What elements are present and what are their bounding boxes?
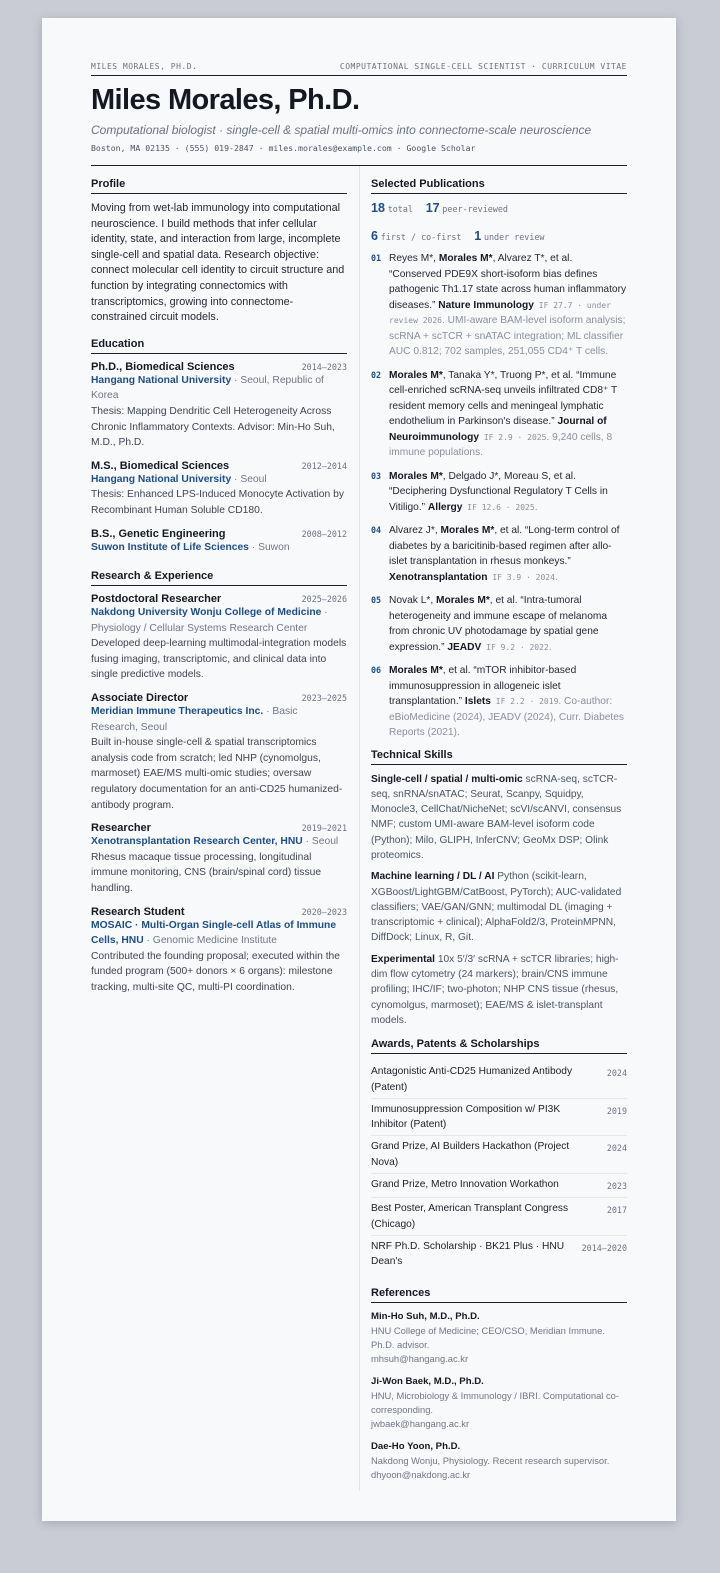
position-dates: 2019–2021 <box>301 823 347 834</box>
employer: MOSAIC · Multi-Organ Single-cell Atlas of Immune Cells, HNU <box>91 919 337 947</box>
reference-name: Min-Ho Suh, M.D., Ph.D. <box>371 1310 480 1322</box>
degree-dates: 2008–2012 <box>301 528 347 539</box>
publication-item <box>371 251 627 360</box>
award-title: Grand Prize, Metro Innovation Workathon <box>371 1179 559 1191</box>
journal-meta: IF 12.6 · 2025 <box>462 502 535 512</box>
award-item <box>371 1099 627 1137</box>
journal-meta: IF 2.2 · 2019 <box>490 697 559 706</box>
journal-name: Xenotransplantation <box>389 571 488 583</box>
stat-peer-label: peer-reviewed <box>442 204 508 214</box>
award-item <box>371 1136 627 1174</box>
publications-heading: Selected Publications <box>371 178 627 194</box>
education-entry <box>91 528 347 556</box>
award-item <box>371 1198 627 1236</box>
journal-name: Allergy <box>427 501 463 513</box>
experience-entry <box>91 906 347 996</box>
stat-review-count: 1 <box>474 229 482 243</box>
experience-heading: Research & Experience <box>91 570 347 586</box>
profile-text: Moving from wet-lab immunology into computational neuroscience. I build methods that infer cellular identity, state, and interaction from large, incomplete single-cell and spatial data. Research objective: connect molecular cell identity to circuit structure and function by integrating connectomics with transcriptomics, growing into connectome-constrained circuit models. <box>91 202 345 324</box>
position-title: Research Student <box>91 905 185 918</box>
stat-first-count: 6 <box>371 229 378 243</box>
experience-entry <box>91 692 347 813</box>
journal-meta: IF 2.9 · 2025 <box>479 432 547 442</box>
position-description: Developed deep-learning multimodal-integration models fusing imaging, transcriptomic, and clinical data into single predictive models. <box>91 638 347 681</box>
authors-and-title: , et al. “Intra-tumoral heterogeneity and immune escape of melanoma from chronic UV photodamage by spatial gene expression.” <box>389 595 608 653</box>
education-heading: Education <box>91 338 347 354</box>
award-title: Antagonistic Anti-CD25 Humanized Antibody (Patent) <box>371 1066 573 1093</box>
position-dates: 2023–2025 <box>301 693 347 704</box>
thesis-note: Thesis: Enhanced LPS-Induced Monocyte Activation by Recombinant Human Soluble CD180. <box>91 489 344 516</box>
profile-heading: Profile <box>91 178 347 194</box>
publication-stats <box>371 201 627 215</box>
awards-heading: Awards, Patents & Scholarships <box>371 1038 627 1054</box>
institution: Hangang National University <box>91 374 232 386</box>
award-year: 2024 <box>606 1143 627 1154</box>
authors-and-title: , Tanaka Y*, Truong P*, et al. “Immune cell-enriched scRNA-seq unveils infiltrated CD8⁺ T resident memory cells and meningeal lymphatic endothelium in Parkinson's disease.” <box>389 369 618 427</box>
degree-dates: 2014–2023 <box>301 361 347 372</box>
skill-group <box>371 772 627 864</box>
employer: Nakdong University Wonju College of Medicine <box>91 607 322 619</box>
stat-peer-count: 17 <box>425 201 440 215</box>
position-title: Researcher <box>91 822 151 835</box>
author-self: Morales M* <box>438 253 493 264</box>
author-self: Morales M* <box>389 665 443 676</box>
stat-first-label: first / co-first <box>380 232 462 242</box>
position-title: Associate Director <box>91 692 189 705</box>
author-self: Morales M* <box>440 525 495 536</box>
reference-name: Dae-Ho Yoon, Ph.D. <box>371 1440 461 1452</box>
publication-number: 02 <box>371 369 382 380</box>
skill-group-text: 10x 5′/3′ scRNA + scTCR libraries; high-dim flow cytometry (24 markers); brain/CNS immune profiling; IHC/IF; two-photon; NHP CNS tissue (rhesus, cynomolgus, marmoset); EAE/MS & islet-transplant models. <box>371 953 619 1026</box>
authors-and-title: , et al. “Long-term control of diabetes by a baricitinib-based regimen after allo-islet transplantation in rhesus monkeys.” <box>389 525 620 567</box>
publication-item <box>371 469 627 516</box>
publication-note: . <box>534 501 538 513</box>
reference-item <box>371 1440 627 1482</box>
degree-dates: 2012–2014 <box>301 460 347 471</box>
stat-total-label: total <box>387 204 413 214</box>
reference-affiliation: Nakdong Wonju, Physiology. Recent research supervisor. <box>371 1454 610 1466</box>
references-heading: References <box>371 1287 627 1303</box>
experience-entry <box>91 822 347 896</box>
authors-and-title: , Alvarez T*, et al. “Conserved PDE9X short-isoform bias defines pathogenic Th1.17 state across human inflammatory diseases.” <box>389 253 627 311</box>
reference-affiliation: HNU College of Medicine; CEO/CSO, Meridian Immune. Ph.D. advisor. <box>371 1324 605 1350</box>
publication-number: 06 <box>371 665 382 675</box>
award-item <box>371 1236 627 1273</box>
publication-stats <box>371 229 627 243</box>
award-item <box>371 1061 627 1099</box>
contact-line: Boston, MA 02135 · (555) 019-2847 · miles.morales@example.com · Google Scholar <box>91 143 627 166</box>
award-title: Immunosuppression Composition w/ PI3K Inhibitor (Patent) <box>371 1103 561 1131</box>
employer: Meridian Immune Therapeutics Inc. <box>91 706 264 718</box>
running-header-right: COMPUTATIONAL SINGLE-CELL SCIENTIST · CURRICULUM VITAE <box>339 62 627 71</box>
reference-item <box>371 1310 627 1366</box>
institution: Hangang National University <box>91 473 232 485</box>
publication-number: 01 <box>371 253 382 263</box>
authors-before: Novak L*, <box>389 595 436 606</box>
award-title: NRF Ph.D. Scholarship · BK21 Plus · HNU Dean's <box>371 1240 565 1268</box>
employer-location: · Physiology / Cellular Systems Research Center <box>91 607 328 634</box>
authors-and-title: , et al. “mTOR inhibitor-based immunosuppression in allogeneic islet transplantation.” <box>389 665 577 707</box>
degree-title: Ph.D., Biomedical Sciences <box>91 360 235 373</box>
position-description: Contributed the founding proposal; executed within the funded program (500+ donors × 6 organs): milestone tracking, multi-site QC, multi-PI coordination. <box>91 950 341 993</box>
authors-and-title: , Delgado J*, Moreau S, et al. “Deciphering Dysfunctional Regulatory T Cells in Vitiligo.” <box>389 470 608 513</box>
reference-email[interactable]: dhyoon@nakdong.ac.kr <box>371 1468 471 1480</box>
position-description: Rhesus macaque tissue processing, longitudinal immune monitoring, CNS (brain/spinal cord) tissue handling. <box>91 851 322 894</box>
publication-number: 04 <box>371 525 382 535</box>
position-dates: 2025–2026 <box>301 594 347 605</box>
journal-name: Nature Immunology <box>438 299 534 311</box>
right-column <box>359 166 627 1491</box>
cv-content <box>91 62 627 1491</box>
stat-total-count: 18 <box>371 201 385 215</box>
publication-item <box>371 523 627 585</box>
skill-group-text: scRNA-seq, scTCR-seq, snRNA/snATAC; Seurat, Scanpy, Squidpy, Monocle3, CellChat/NicheNet; scVI/scANVI, consensus NMF; custom UMI-aware BAM-level isoform code (Python); Milo, GLIPH, InferCNV; GeoMx DSP; Olink proteomics. <box>371 773 622 861</box>
institution-location: · Seoul, Republic of Korea <box>91 374 324 402</box>
publication-item <box>371 368 627 461</box>
publication-note: . UMI-aware BAM-level isoform analysis; scRNA + scTCR + snATAC integration; ML classifier AUC 0.812; 702 samples, 251,055 CD4⁺ T cells. <box>389 315 626 357</box>
skill-group-text: Python (scikit-learn, XGBoost/LightGBM/CatBoost, PyTorch); AUC-validated classifiers; VAE/GAN/GNN; multimodal DL (imaging + transcriptomic + clinical); AlphaFold2/3, ProteinMPNN, DiffDock; Linux, R, Git. <box>371 871 622 944</box>
publication-number: 05 <box>371 595 382 605</box>
employer: Xenotransplantation Research Center, HNU <box>91 836 303 848</box>
reference-item <box>371 1375 627 1431</box>
stat-review-label: under review <box>483 232 545 242</box>
left-column <box>91 166 347 1491</box>
employer-location: · Seoul <box>302 836 339 848</box>
publication-note: . Co-author: eBioMedicine (2024), JEADV (2024), Curr. Diabetes Reports (2021). <box>389 696 624 738</box>
journal-meta: IF 3.9 · 2024 <box>487 572 555 582</box>
journal-meta: IF 27.7 · under review 2026 <box>389 300 611 325</box>
journal-name: Journal of Neuroimmunology <box>389 416 607 443</box>
running-header-left: MILES MORALES, PH.D. <box>91 62 198 71</box>
institution-location: · Suwon <box>248 541 290 553</box>
skill-group <box>371 869 627 945</box>
publication-note: . 9,240 cells, 8 immune populations. <box>389 431 613 458</box>
cv-page <box>42 18 676 1521</box>
authors-before: Reyes M*, <box>389 253 439 264</box>
author-self: Morales M* <box>436 595 490 606</box>
education-entry <box>91 460 347 519</box>
author-self: Morales M* <box>389 470 443 482</box>
degree-title: M.S., Biomedical Sciences <box>91 459 230 472</box>
award-title: Grand Prize, AI Builders Hackathon (Project Nova) <box>371 1141 570 1168</box>
skill-group <box>371 952 627 1028</box>
position-description: Built in-house single-cell & spatial transcriptomics analysis code from scratch; led NHP (cynomolgus, marmoset) EAE/MS multi-omic studies; oversaw regulatory documentation for an anti-CD25 humanized-antibody program. <box>91 737 343 811</box>
reference-name: Ji-Won Baek, M.D., Ph.D. <box>371 1375 484 1387</box>
employer-location: · Genomic Medicine Institute <box>143 935 277 947</box>
journal-meta: IF 9.2 · 2022 <box>481 642 549 652</box>
skill-group-label: Single-cell / spatial / multi-omic <box>371 773 523 785</box>
thesis-note: Thesis: Mapping Dendritic Cell Heterogeneity Across Chronic Inflammatory Contexts. Advisor: Min-Ho Suh, M.D., Ph.D. <box>91 405 335 449</box>
tagline: Computational biologist · single-cell & spatial multi-omics into connectome-scale neuroscience <box>91 123 592 137</box>
award-year: 2024 <box>606 1068 627 1079</box>
skill-group-label: Machine learning / DL / AI <box>371 871 495 883</box>
running-header <box>91 62 627 76</box>
journal-name: Islets <box>464 696 491 707</box>
author-self: Morales M* <box>389 369 443 381</box>
experience-entry <box>91 593 347 683</box>
institution-location: · Seoul <box>231 473 267 485</box>
two-column-body <box>91 166 627 1491</box>
position-title: Postdoctoral Researcher <box>91 593 222 606</box>
publication-note: . <box>548 641 552 653</box>
authors-before: Alvarez J*, <box>389 525 441 536</box>
reference-email[interactable]: mhsuh@hangang.ac.kr <box>371 1352 469 1364</box>
award-title: Best Poster, American Transplant Congress (Chicago) <box>371 1203 569 1230</box>
reference-email[interactable]: jwbaek@hangang.ac.kr <box>371 1417 470 1429</box>
education-entry <box>91 361 347 451</box>
award-year: 2017 <box>606 1205 627 1216</box>
award-year: 2019 <box>606 1105 627 1116</box>
publication-note: . <box>554 571 558 583</box>
degree-title: B.S., Genetic Engineering <box>91 527 226 540</box>
award-year: 2014–2020 <box>581 1242 627 1253</box>
publication-item <box>371 593 627 655</box>
awards-list <box>371 1061 627 1272</box>
award-year: 2023 <box>606 1181 627 1192</box>
candidate-name: Miles Morales, Ph.D. <box>91 84 360 116</box>
position-dates: 2020–2023 <box>301 906 347 917</box>
publication-item <box>371 663 627 741</box>
skill-group-label: Experimental <box>371 953 435 965</box>
reference-affiliation: HNU, Microbiology & Immunology / IBRI. Computational co-corresponding. <box>371 1389 620 1415</box>
institution: Suwon Institute of Life Sciences <box>91 541 249 553</box>
award-item <box>371 1174 627 1198</box>
skills-heading: Technical Skills <box>371 749 627 765</box>
publication-number: 03 <box>371 470 382 481</box>
employer-location: · Basic Research, Seoul <box>91 706 298 733</box>
journal-name: JEADV <box>447 641 482 653</box>
